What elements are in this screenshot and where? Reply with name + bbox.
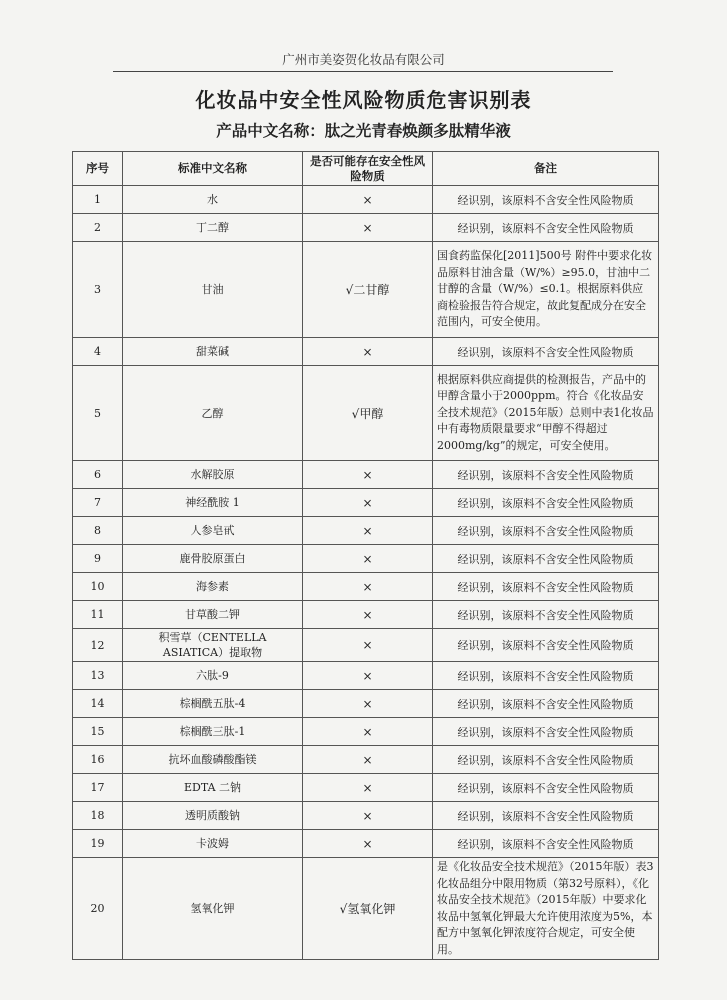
row-remark: 国食药监保化[2011]500号 附件中要求化妆品原料甘油含量（W/%）≥95.0，甘油中二甘醇的含量（W/%）≤0.1。根据原料供应商检验报告符合规定，故此复配成分在安全范围内，可安全使用。 — [433, 242, 659, 338]
risk-flag: √甲醇 — [303, 366, 433, 461]
risk-flag: × — [303, 573, 433, 601]
risk-flag: × — [303, 461, 433, 489]
risk-flag: × — [303, 517, 433, 545]
ingredient-name: 棕榈酰三肽-1 — [123, 718, 303, 746]
ingredient-name: 神经酰胺 1 — [123, 489, 303, 517]
company-name: 广州市美姿贺化妆品有限公司 — [282, 52, 445, 67]
table-row — [73, 489, 659, 517]
row-remark: 经识别，该原料不含安全性风险物质 — [433, 601, 659, 629]
row-index: 19 — [73, 830, 123, 858]
risk-flag: × — [303, 545, 433, 573]
risk-flag: × — [303, 774, 433, 802]
table-row — [73, 802, 659, 830]
table-row — [73, 545, 659, 573]
table-header-row — [73, 152, 659, 186]
row-index: 20 — [73, 858, 123, 960]
page-title: 化妆品中安全性风险物质危害识别表 — [195, 88, 532, 112]
column-header-name: 标准中文名称 — [123, 152, 303, 186]
row-remark: 经识别，该原料不含安全性风险物质 — [433, 690, 659, 718]
risk-flag: √氢氧化钾 — [303, 858, 433, 960]
row-index: 15 — [73, 718, 123, 746]
ingredient-name: 积雪草（CENTELLA ASIATICA）提取物 — [123, 629, 303, 662]
ingredient-name: 卡波姆 — [123, 830, 303, 858]
risk-flag: × — [303, 338, 433, 366]
risk-flag: √二甘醇 — [303, 242, 433, 338]
table-row — [73, 366, 659, 461]
ingredient-name: 甘草酸二钾 — [123, 601, 303, 629]
row-index: 18 — [73, 802, 123, 830]
row-remark: 经识别，该原料不含安全性风险物质 — [433, 573, 659, 601]
ingredient-name: 棕榈酰五肽-4 — [123, 690, 303, 718]
table-row — [73, 242, 659, 338]
risk-flag: × — [303, 489, 433, 517]
ingredient-name: 乙醇 — [123, 366, 303, 461]
row-remark: 经识别，该原料不含安全性风险物质 — [433, 489, 659, 517]
row-index: 8 — [73, 517, 123, 545]
table-row — [73, 746, 659, 774]
ingredient-name: 丁二醇 — [123, 214, 303, 242]
row-index: 16 — [73, 746, 123, 774]
row-index: 5 — [73, 366, 123, 461]
row-remark: 经识别，该原料不含安全性风险物质 — [433, 517, 659, 545]
row-index: 10 — [73, 573, 123, 601]
row-remark: 经识别，该原料不含安全性风险物质 — [433, 545, 659, 573]
ingredient-name: 甘油 — [123, 242, 303, 338]
row-remark: 是《化妆品安全技术规范》（2015年版）表3化妆品组分中限用物质（第32号原料），《化妆品安全技术规范》（2015年版）中要求化妆品中氢氧化钾最大允许使用浓度为5%，本配方中氢氧化钾浓度符合规定，可安全使用。 — [433, 858, 659, 960]
row-remark: 经识别，该原料不含安全性风险物质 — [433, 186, 659, 214]
product-name: 产品中文名称：肽之光青春焕颜多肽精华液 — [216, 121, 511, 140]
row-remark: 经识别，该原料不含安全性风险物质 — [433, 774, 659, 802]
column-header-remarks: 备注 — [433, 152, 659, 186]
column-header-risk-flag: 是否可能存在安全性风险物质 — [303, 152, 433, 186]
table-row — [73, 690, 659, 718]
row-remark: 经识别，该原料不含安全性风险物质 — [433, 746, 659, 774]
table-row — [73, 718, 659, 746]
risk-flag: × — [303, 662, 433, 690]
ingredient-name: 氢氧化钾 — [123, 858, 303, 960]
ingredient-name: 透明质酸钠 — [123, 802, 303, 830]
risk-flag: × — [303, 746, 433, 774]
risk-flag: × — [303, 601, 433, 629]
ingredient-name: 人参皂甙 — [123, 517, 303, 545]
row-index: 4 — [73, 338, 123, 366]
risk-identification-table — [72, 151, 659, 960]
row-remark: 根据原料供应商提供的检测报告，产品中的甲醇含量小于2000ppm。符合《化妆品安全技术规范》（2015年版）总则中表1化妆品中有毒物质限量要求“甲醇不得超过2000mg/kg”的规定，可安全使用。 — [433, 366, 659, 461]
risk-flag: × — [303, 718, 433, 746]
row-index: 3 — [73, 242, 123, 338]
table-row — [73, 214, 659, 242]
row-remark: 经识别，该原料不含安全性风险物质 — [433, 802, 659, 830]
row-index: 9 — [73, 545, 123, 573]
ingredient-name: 水 — [123, 186, 303, 214]
risk-flag: × — [303, 629, 433, 662]
row-index: 13 — [73, 662, 123, 690]
ingredient-name: 鹿骨胶原蛋白 — [123, 545, 303, 573]
ingredient-name: 六肽-9 — [123, 662, 303, 690]
table-row — [73, 830, 659, 858]
row-remark: 经识别，该原料不含安全性风险物质 — [433, 214, 659, 242]
table-row — [73, 858, 659, 960]
ingredient-name: 水解胶原 — [123, 461, 303, 489]
ingredient-name: EDTA 二钠 — [123, 774, 303, 802]
row-remark: 经识别，该原料不含安全性风险物质 — [433, 338, 659, 366]
ingredient-name: 抗坏血酸磷酸酯镁 — [123, 746, 303, 774]
row-remark: 经识别，该原料不含安全性风险物质 — [433, 830, 659, 858]
row-index: 11 — [73, 601, 123, 629]
risk-flag: × — [303, 830, 433, 858]
risk-flag: × — [303, 802, 433, 830]
table-row — [73, 573, 659, 601]
table-row — [73, 461, 659, 489]
table-row — [73, 186, 659, 214]
table-row — [73, 517, 659, 545]
column-header-index: 序号 — [73, 152, 123, 186]
table-row — [73, 629, 659, 662]
table-row — [73, 338, 659, 366]
risk-flag: × — [303, 214, 433, 242]
ingredient-name: 海参素 — [123, 573, 303, 601]
header-divider — [113, 71, 613, 72]
row-index: 14 — [73, 690, 123, 718]
ingredient-name: 甜菜碱 — [123, 338, 303, 366]
row-index: 17 — [73, 774, 123, 802]
row-index: 6 — [73, 461, 123, 489]
table-row — [73, 662, 659, 690]
row-remark: 经识别，该原料不含安全性风险物质 — [433, 461, 659, 489]
row-remark: 经识别，该原料不含安全性风险物质 — [433, 629, 659, 662]
row-remark: 经识别，该原料不含安全性风险物质 — [433, 718, 659, 746]
risk-flag: × — [303, 186, 433, 214]
table-body — [73, 186, 659, 960]
table-row — [73, 774, 659, 802]
row-remark: 经识别，该原料不含安全性风险物质 — [433, 662, 659, 690]
row-index: 1 — [73, 186, 123, 214]
row-index: 2 — [73, 214, 123, 242]
table-row — [73, 601, 659, 629]
risk-flag: × — [303, 690, 433, 718]
row-index: 12 — [73, 629, 123, 662]
row-index: 7 — [73, 489, 123, 517]
